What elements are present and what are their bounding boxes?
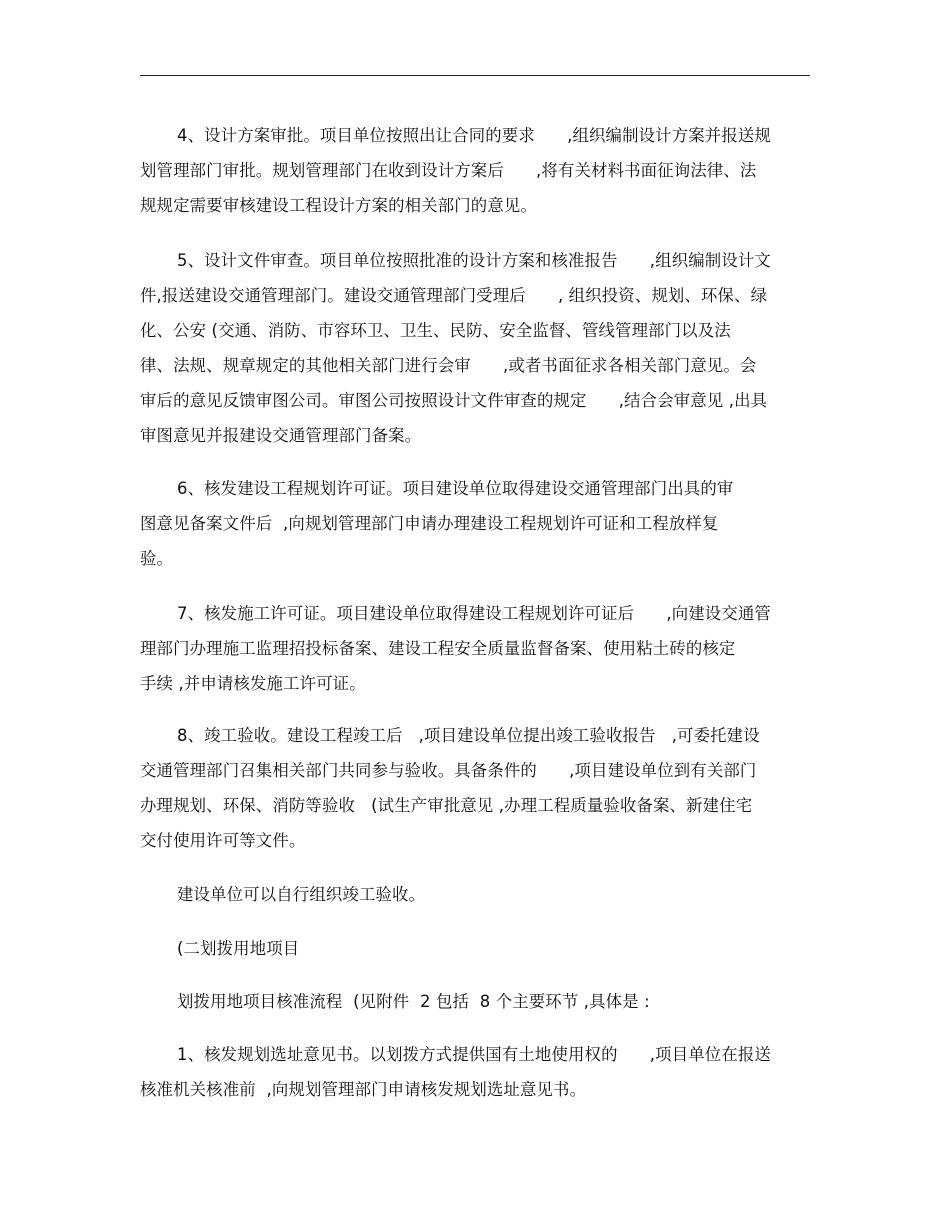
text-line: 律、法规、规章规定的其他相关部门进行会审 ,或者书面征求各相关部门意见。会 [140,356,757,375]
text-line: 4、设计方案审批。项目单位按照出让合同的要求 ,组织编制设计方案并报送规 [177,126,771,145]
text-line: 办理规划、环保、消防等验收 (试生产审批意见 ,办理工程质量验收备案、新建住宅 [140,796,753,815]
text-line: 规规定需要审核建设工程设计方案的相关部门的意见。 [140,196,537,215]
header-rule [140,75,810,76]
text-line: 建设单位可以自行组织竣工验收。 [177,885,426,904]
text-line: 划拨用地项目核准流程 (见附件 2 包括 8 个主要环节 ,具体是 : [177,992,650,1011]
text-line: 划管理部门审批。规划管理部门在收到设计方案后 ,将有关材料书面征询法律、法 [140,161,757,180]
text-line: 验。 [140,549,174,568]
text-line: 8、竣工验收。建设工程竣工后 ,项目建设单位提出竣工验收报告 ,可委托建设 [177,726,760,745]
text-line: 图意见备案文件后 ,向规划管理部门申请办理建设工程规划许可证和工程放样复 [140,514,719,533]
text-line: 化、公安 (交通、消防、市容环卫、卫生、民防、安全监督、管线管理部门以及法 [140,321,731,340]
text-line: 手续 ,并申请核发施工许可证。 [140,674,366,693]
text-line: 理部门办理施工监理招投标备案、建设工程安全质量监督备案、使用粘土砖的核定 [140,639,736,658]
section-heading: (二划拨用地项目 [177,939,300,958]
text-line: 1、核发规划选址意见书。以划拨方式提供国有土地使用权的 ,项目单位在报送 [177,1045,771,1064]
text-line: 核准机关核准前 ,向规划管理部门申请核发规划选址意见书。 [140,1080,587,1099]
text-line: 审图意见并报建设交通管理部门备案。 [140,426,422,445]
text-line: 交付使用许可等文件。 [140,831,306,850]
text-line: 件,报送建设交通管理部门。建设交通管理部门受理后 , 组织投资、规划、环保、绿 [140,286,768,305]
text-line: 审后的意见反馈审图公司。审图公司按照设计文件审查的规定 ,结合会审意见 ,出具 [140,391,768,410]
text-line: 7、核发施工许可证。项目建设单位取得建设工程规划许可证后 ,向建设交通管 [177,604,771,623]
text-line: 6、核发建设工程规划许可证。项目建设单位取得建设交通管理部门出具的审 [177,479,734,498]
text-line: 5、设计文件审查。项目单位按照批准的设计方案和核准报告 ,组织编制设计文 [177,251,771,270]
text-line: 交通管理部门召集相关部门共同参与验收。具备条件的 ,项目建设单位到有关部门 [140,761,757,780]
